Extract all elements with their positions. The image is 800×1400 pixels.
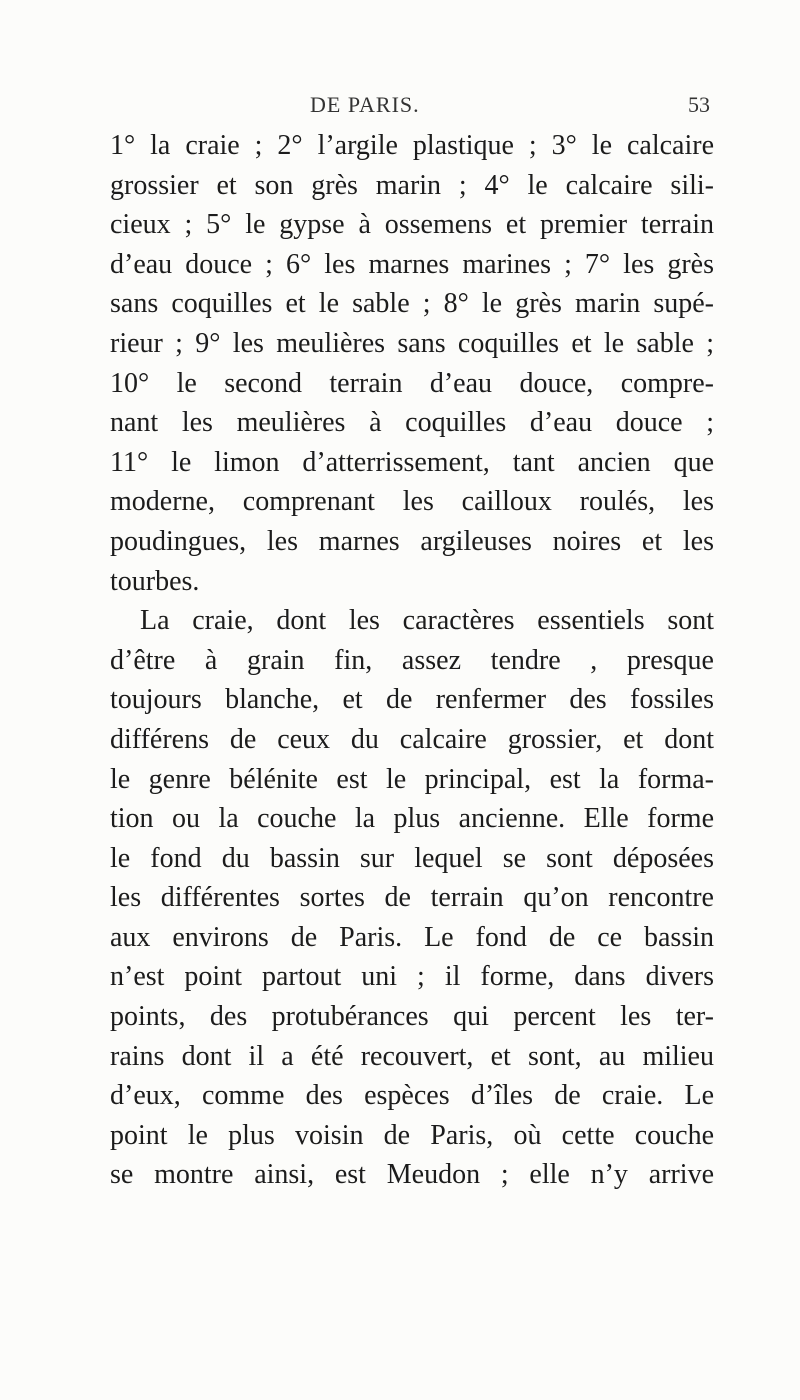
text-line: d’être à grain fin, assez tendre , presque xyxy=(110,644,714,676)
text-line: points, des protubérances qui percent les ter- xyxy=(110,1001,714,1033)
book-page xyxy=(110,86,714,1195)
text-line: point le plus voisin de Paris, où cette couche xyxy=(110,1119,714,1151)
text-line: d’eau douce ; 6° les marnes marines ; 7° les grès xyxy=(110,248,714,280)
text-line: d’eux, comme des espèces d’îles de craie. Le xyxy=(110,1080,714,1112)
text-line: nant les meulières à coquilles d’eau douce ; xyxy=(110,407,714,439)
text-line: toujours blanche, et de renfermer des fossiles xyxy=(110,684,714,716)
text-line: 10° le second terrain d’eau douce, compre- xyxy=(110,367,714,399)
text-line: aux environs de Paris. Le fond de ce bassin xyxy=(110,921,714,953)
text-line: le fond du bassin sur lequel se sont déposées xyxy=(110,842,714,874)
page-header xyxy=(110,86,714,126)
text-line: 1° la craie ; 2° l’argile plastique ; 3° le calcaire xyxy=(110,130,714,161)
text-line: 11° le limon d’atterrissement, tant ancien que xyxy=(110,446,714,478)
body-text xyxy=(110,126,714,1195)
text-line: sans coquilles et le sable ; 8° le grès marin supé- xyxy=(110,288,714,320)
text-line: grossier et son grès marin ; 4° le calcaire sili- xyxy=(110,169,714,201)
text-line: différens de ceux du calcaire grossier, et dont xyxy=(110,723,714,755)
text-line: le genre bélénite est le principal, est la forma- xyxy=(110,763,714,795)
text-line: tourbes. xyxy=(110,565,200,597)
page-number: 53 xyxy=(688,92,710,117)
text-line: cieux ; 5° le gypse à ossemens et premier terrain xyxy=(110,209,714,241)
text-line: rains dont il a été recouvert, et sont, au milieu xyxy=(110,1040,714,1072)
text-line: La craie, dont les caractères essentiels sont xyxy=(140,605,714,637)
text-line: tion ou la couche la plus ancienne. Elle forme xyxy=(110,803,714,835)
text-line: poudingues, les marnes argileuses noires et les xyxy=(110,525,714,557)
text-line: n’est point partout uni ; il forme, dans divers xyxy=(110,961,714,993)
text-line: rieur ; 9° les meulières sans coquilles et le sable ; xyxy=(110,327,714,359)
text-line: se montre ainsi, est Meudon ; elle n’y arrive xyxy=(110,1159,714,1191)
text-line: les différentes sortes de terrain qu’on rencontre xyxy=(110,882,714,914)
text-line: moderne, comprenant les cailloux roulés, les xyxy=(110,486,714,518)
running-title: DE PARIS. xyxy=(310,92,420,117)
